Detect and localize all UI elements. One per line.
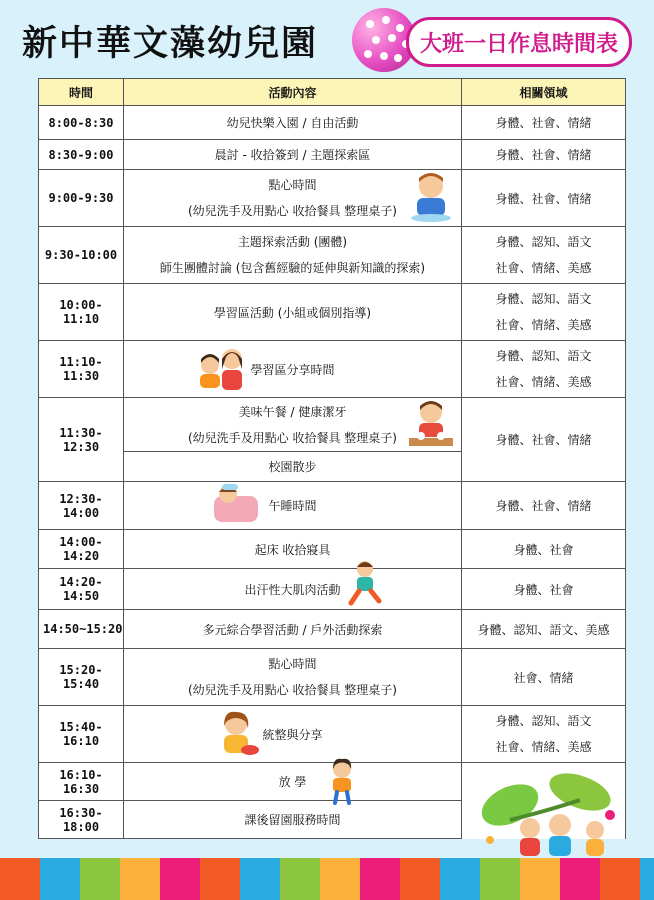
table-row — [39, 610, 626, 649]
activity-text: 放 學 — [278, 775, 307, 789]
domain-cell — [462, 341, 626, 398]
time-cell: 9:30-10:00 — [39, 227, 124, 284]
time-cell: 14:00-14:20 — [39, 530, 124, 569]
activity-line: 點心時間 — [268, 178, 317, 192]
table-row — [39, 284, 626, 341]
table-row — [39, 649, 626, 706]
time-cell: 8:00-8:30 — [39, 106, 124, 140]
table-row — [39, 227, 626, 284]
child-eating-lunch-icon — [407, 398, 455, 450]
activity-cell: 晨討 - 收拾簽到 / 主題探索區 — [124, 140, 462, 170]
child-playing-toy-icon — [216, 710, 260, 758]
activity-line: 點心時間 — [268, 657, 317, 671]
activity-note: (幼兒洗手及用點心 收拾餐具 整理桌子) — [188, 430, 397, 445]
activity-cell — [124, 170, 462, 227]
domain-cell: 身體、社會 — [462, 530, 626, 569]
activity-cell — [124, 341, 462, 398]
time-cell: 15:40-16:10 — [39, 706, 124, 763]
domain-cell: 身體、社會 — [462, 569, 626, 610]
activity-note: (幼兒洗手及用點心 收拾餐具 整理桌子) — [188, 683, 397, 697]
activity-cell — [124, 763, 462, 801]
domain-cell: 身體、社會、情緒 — [462, 106, 626, 140]
table-row — [39, 170, 626, 227]
time-cell: 16:30-18:00 — [39, 801, 124, 839]
child-washing-hands-icon — [407, 172, 453, 222]
domain-line: 社會、情緒、美感 — [495, 740, 592, 754]
child-running-icon — [345, 559, 385, 607]
domain-cell: 身體、社會、情緒 — [462, 482, 626, 530]
activity-text: 午睡時間 — [268, 499, 317, 513]
activity-cell — [124, 706, 462, 763]
domain-line: 身體、認知、語文 — [495, 292, 592, 306]
table-row — [39, 341, 626, 398]
table-row — [39, 106, 626, 140]
table-row — [39, 398, 626, 452]
activity-line: 主題探索活動 (團體) — [237, 235, 348, 249]
domain-line: 身體、認知、語文 — [495, 235, 592, 249]
child-napping-icon — [212, 482, 260, 526]
activity-cell — [124, 398, 462, 452]
activity-cell: 幼兒快樂入園 / 自由活動 — [124, 106, 462, 140]
domain-cell — [462, 227, 626, 284]
table-row — [39, 482, 626, 530]
activity-text: 學習區分享時間 — [250, 362, 335, 377]
domain-line: 社會、情緒、美感 — [495, 318, 592, 332]
table-row — [39, 140, 626, 170]
domain-cell — [462, 706, 626, 763]
domain-line: 社會、情緒、美感 — [495, 375, 592, 389]
time-cell: 12:30-14:00 — [39, 482, 124, 530]
domain-cell: 身體、社會、情緒 — [462, 170, 626, 227]
header-domain: 相關領域 — [462, 79, 626, 106]
time-cell: 11:30-12:30 — [39, 398, 124, 482]
domain-cell: 社會、情緒 — [462, 649, 626, 706]
children-sharing-icon — [196, 345, 246, 393]
time-cell: 8:30-9:00 — [39, 140, 124, 170]
domain-line: 社會、情緒、美感 — [495, 261, 592, 275]
time-cell: 14:20-14:50 — [39, 569, 124, 610]
page-title: 新中華文藻幼兒園 — [22, 24, 319, 64]
activity-line: 美味午餐 / 健康潔牙 — [238, 404, 347, 419]
child-waving-goodbye-icon — [323, 757, 361, 805]
time-cell: 14:50~15:20 — [39, 610, 124, 649]
table-row — [39, 569, 626, 610]
domain-line: 身體、認知、語文 — [495, 714, 592, 728]
children-with-leaf-illustration — [470, 770, 630, 860]
activity-cell: 課後留園服務時間 — [124, 801, 462, 839]
time-cell: 11:10-11:30 — [39, 341, 124, 398]
table-header-row — [39, 79, 626, 106]
time-cell: 16:10-16:30 — [39, 763, 124, 801]
activity-cell — [124, 482, 462, 530]
domain-cell: 身體、認知、語文、美感 — [462, 610, 626, 649]
table-row — [39, 706, 626, 763]
activity-cell — [124, 227, 462, 284]
activity-text: 統整與分享 — [262, 727, 323, 742]
activity-cell — [124, 569, 462, 610]
activity-cell: 學習區活動 (小組或個別指導) — [124, 284, 462, 341]
activity-cell: 校園散步 — [124, 452, 462, 482]
decorative-bottom-band — [0, 858, 654, 900]
activity-note: 師生團體討論 (包含舊經驗的延伸與新知識的探索) — [159, 261, 426, 275]
domain-cell: 身體、社會、情緒 — [462, 140, 626, 170]
activity-note: (幼兒洗手及用點心 收拾餐具 整理桌子) — [188, 204, 397, 218]
activity-cell: 多元綜合學習活動 / 戶外活動探索 — [124, 610, 462, 649]
domain-cell — [462, 284, 626, 341]
time-cell: 9:00-9:30 — [39, 170, 124, 227]
time-cell: 15:20-15:40 — [39, 649, 124, 706]
header-activity: 活動內容 — [124, 79, 462, 106]
activity-cell — [124, 649, 462, 706]
activity-cell: 起床 收拾寢具 — [124, 530, 462, 569]
domain-cell: 身體、社會、情緒 — [462, 398, 626, 482]
header-time: 時間 — [39, 79, 124, 106]
schedule-table — [38, 78, 626, 839]
schedule-subtitle-badge: 大班一日作息時間表 — [406, 17, 632, 67]
table-row — [39, 530, 626, 569]
time-cell: 10:00-11:10 — [39, 284, 124, 341]
domain-line: 身體、認知、語文 — [495, 349, 592, 363]
activity-text: 出汗性大肌肉活動 — [244, 582, 341, 597]
